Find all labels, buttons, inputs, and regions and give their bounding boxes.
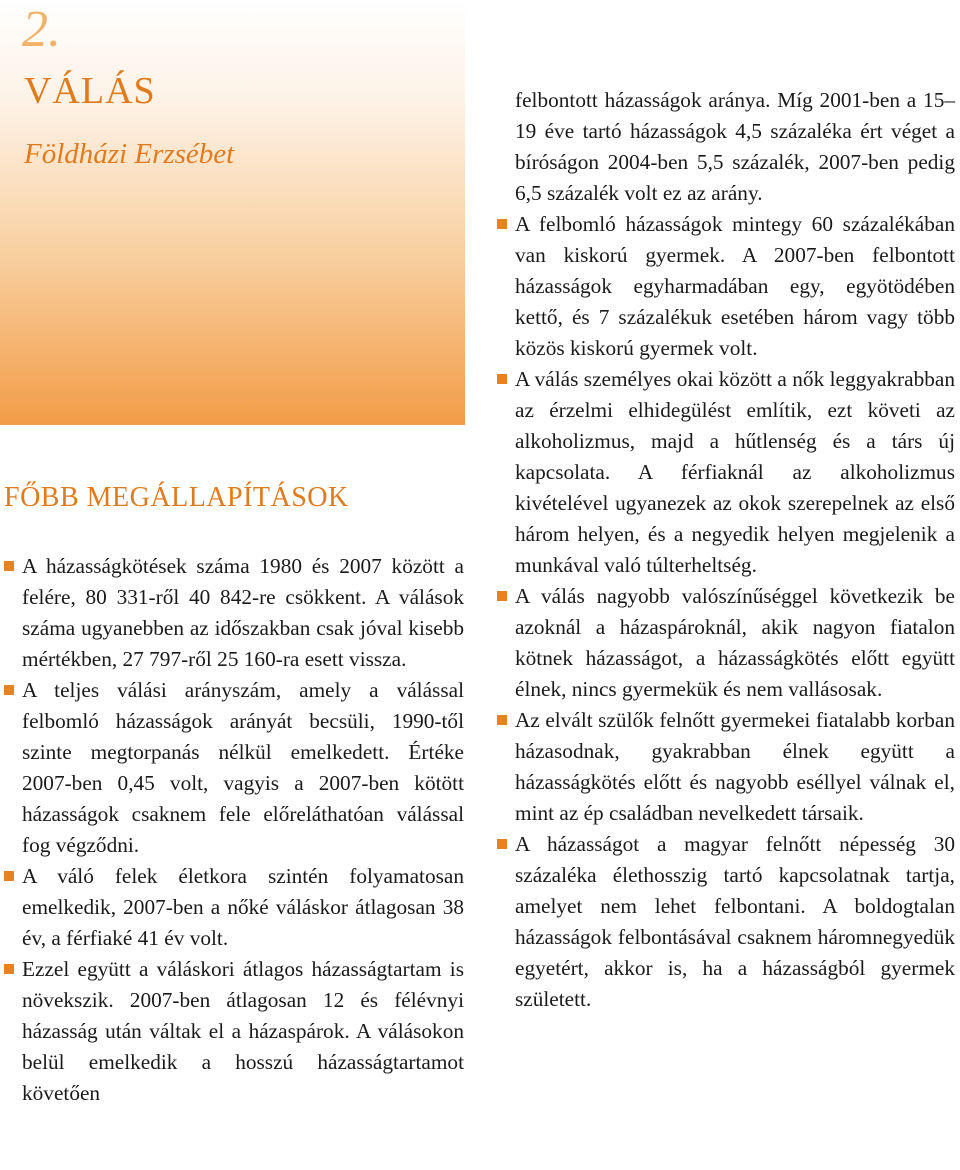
bullet-square-icon [4,685,14,695]
bullet-square-icon [497,715,507,725]
finding-item [4,551,464,675]
bullet-square-icon [497,839,507,849]
bullet-square-icon [497,374,507,384]
finding-text: A teljes válási arányszám, amely a válással felbomló házasságok arányát becsüli, 1990-től szinte megtorpanás nélkül emelkedett. Értéke 2007-ben 0,45 volt, vagyis a 2007-ben kötött házasságok csaknem fele előreláthatóan válással fog végződni. [22,678,464,857]
chapter-author: Földházi Erzsébet [24,138,235,170]
finding-text: A házasságot a magyar felnőtt népesség 30 százaléka élethosszig tartó kapcsolatnak tartja, amelyet nem lehet felbontani. A boldogtalan házasságok felbontásával csaknem háromnegyedük egyetért, akkor is, ha a házasságból gyermek született. [515,832,955,1011]
finding-text: A házasságkötések száma 1980 és 2007 között a felére, 80 331-ről 40 842-re csökkent. A válások száma ugyanebben az időszakban csak jóval kisebb mértékben, 27 797-ről 25 160-ra esett vissza. [22,554,464,671]
left-column [4,551,464,1109]
bullet-square-icon [4,561,14,571]
finding-item [497,364,955,581]
chapter-title: VÁLÁS [24,70,156,112]
finding-item [497,829,955,1015]
finding-text: Ezzel együtt a váláskori átlagos házasságtartam is növekszik. 2007-ben átlagosan 12 és félévnyi házasság után váltak el a házaspárok. A válásokon belül emelkedik a hosszú házasságtartamot követően [22,957,464,1105]
finding-item [4,675,464,861]
finding-text: Az elvált szülők felnőtt gyermekei fiatalabb korban házasodnak, gyakrabban élnek együtt a házasságkötés előtt és nagyobb eséllyel válnak el, mint az ép családban nevelkedett társaik. [515,708,955,825]
finding-text: A válás személyes okai között a nők leggyakrabban az érzelmi elhidegülést említik, ezt követi az alkoholizmus, majd a hűtlenség és a társ új kapcsolata. A férfiaknál az alkoholizmus kivételével ugyanezek az okok szerepelnek az első három helyen, és a negyedik helyen megjelenik a munkával való túlterheltség. [515,367,955,577]
bullet-square-icon [4,871,14,881]
section-heading: FŐBB MEGÁLLAPÍTÁSOK [4,482,349,513]
finding-item [497,209,955,364]
finding-item [4,861,464,954]
chapter-header-background [0,0,465,425]
finding-item [4,954,464,1109]
finding-item [497,581,955,705]
chapter-number: 2. [22,1,61,58]
finding-text: A felbomló házasságok mintegy 60 százalékában van kiskorú gyermek. A 2007-ben felbontott házasságok egyharmadában egy, egyötödében kettő, és 7 százalékuk esetében három vagy több közös kiskorú gyermek volt. [515,212,955,360]
finding-item [497,705,955,829]
right-column [497,85,955,1015]
finding-text: A válás nagyobb valószínűséggel következik be azoknál a házaspároknál, akik nagyon fiatalon kötnek házasságot, a házasságkötés előtt együtt élnek, nincs gyermekük és nem vallásosak. [515,584,955,701]
bullet-square-icon [4,964,14,974]
bullet-square-icon [497,219,507,229]
bullet-square-icon [497,591,507,601]
finding-text: A váló felek életkora szintén folyamatosan emelkedik, 2007-ben a nőké váláskor átlagosan 38 év, a férfiaké 41 év volt. [22,864,464,950]
continuation-text: felbontott házasságok aránya. Míg 2001-ben a 15–19 éve tartó házasságok 4,5 százaléka ért véget a bíróságon 2004-ben 5,5 százalék, 2007-ben pedig 6,5 százalék volt ez az arány. [515,88,955,205]
